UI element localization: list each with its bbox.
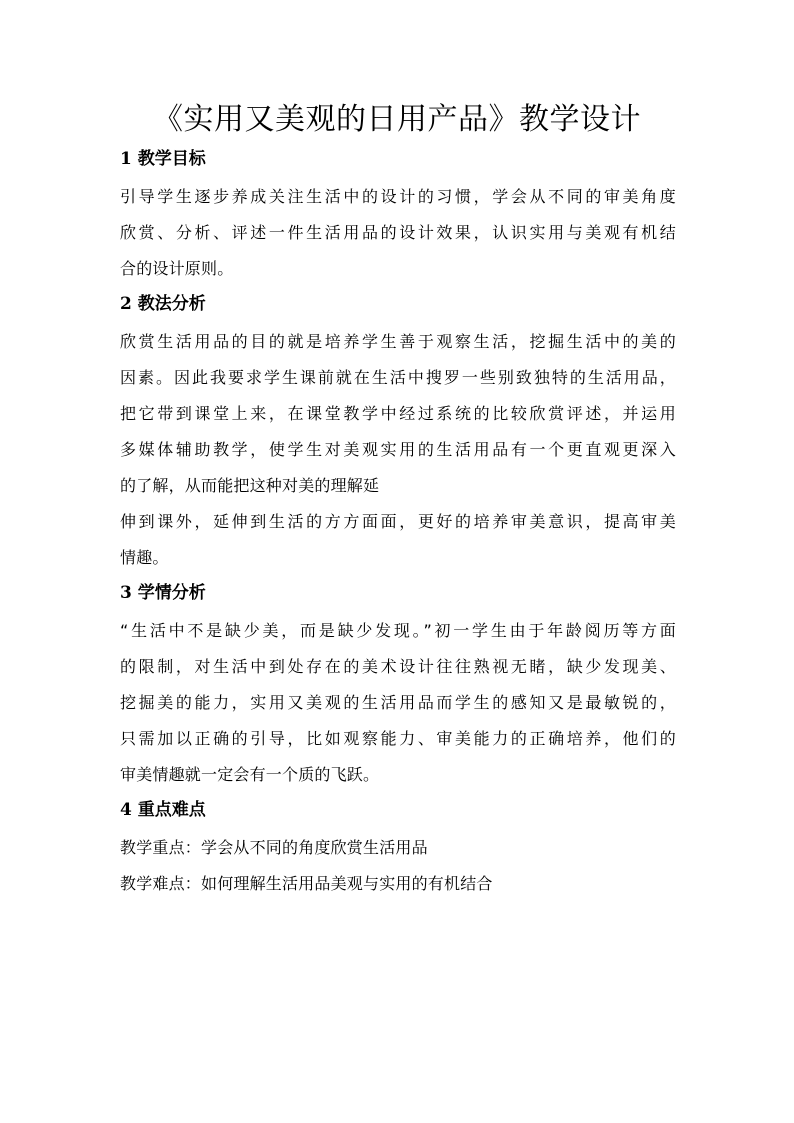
- paragraph-line: 合的设计原则。: [120, 259, 234, 278]
- paragraph-line: 的了解，从而能把这种对美的理解延: [120, 476, 380, 495]
- paragraph-line: 审美情趣就一定会有一个质的飞跃。: [120, 765, 380, 784]
- paragraph-line: 伸到课外，延伸到生活的方方面面，更好的培养审美意识，提高审美: [120, 512, 676, 531]
- paragraph-line: 教学重点：学会从不同的角度欣赏生活用品: [120, 838, 428, 857]
- paragraph-line: “生活中不是缺少美，而是缺少发现。”初一学生由于年龄阅历等方面: [120, 621, 676, 640]
- document-body: [120, 143, 676, 903]
- paragraph-line: 的限制，对生活中到处存在的美术设计往往熟视无睹，缺少发现美、: [120, 657, 676, 676]
- paragraph-line: 欣赏、分析、评述一件生活用品的设计效果，认识实用与美观有机结: [120, 223, 676, 242]
- paragraph-line: 情趣。: [120, 548, 169, 567]
- paragraph-line: 因素。因此我要求学生课前就在生活中搜罗一些别致独特的生活用品，: [120, 368, 676, 387]
- paragraph-line: 多媒体辅助教学，使学生对美观实用的生活用品有一个更直观更深入: [120, 440, 676, 459]
- document-title: 《实用又美观的日用产品》教学设计: [153, 102, 641, 137]
- paragraph-line: 把它带到课堂上来，在课堂教学中经过系统的比较欣赏评述，并运用: [120, 404, 676, 423]
- section-heading: 4 重点难点: [120, 800, 206, 820]
- paragraph-line: 教学难点：如何理解生活用品美观与实用的有机结合: [120, 874, 493, 893]
- section-teaching-objectives: [120, 143, 676, 288]
- section-heading: 1 教学目标: [120, 149, 206, 169]
- section-heading: 3 学情分析: [120, 583, 206, 603]
- paragraph-line: 引导学生逐步养成关注生活中的设计的习惯，学会从不同的审美角度: [120, 187, 676, 206]
- paragraph-line: 挖掘美的能力，实用又美观的生活用品而学生的感知又是最敏锐的，: [120, 693, 676, 712]
- paragraph-line: 只需加以正确的引导，比如观察能力、审美能力的正确培养，他们的: [120, 729, 676, 748]
- section-teaching-method-analysis: [120, 288, 676, 577]
- section-learner-analysis: [120, 577, 676, 794]
- paragraph-line: 欣赏生活用品的目的就是培养学生善于观察生活，挖掘生活中的美的: [120, 332, 676, 351]
- section-key-and-difficult-points: [120, 794, 676, 903]
- section-heading: 2 教法分析: [120, 294, 206, 314]
